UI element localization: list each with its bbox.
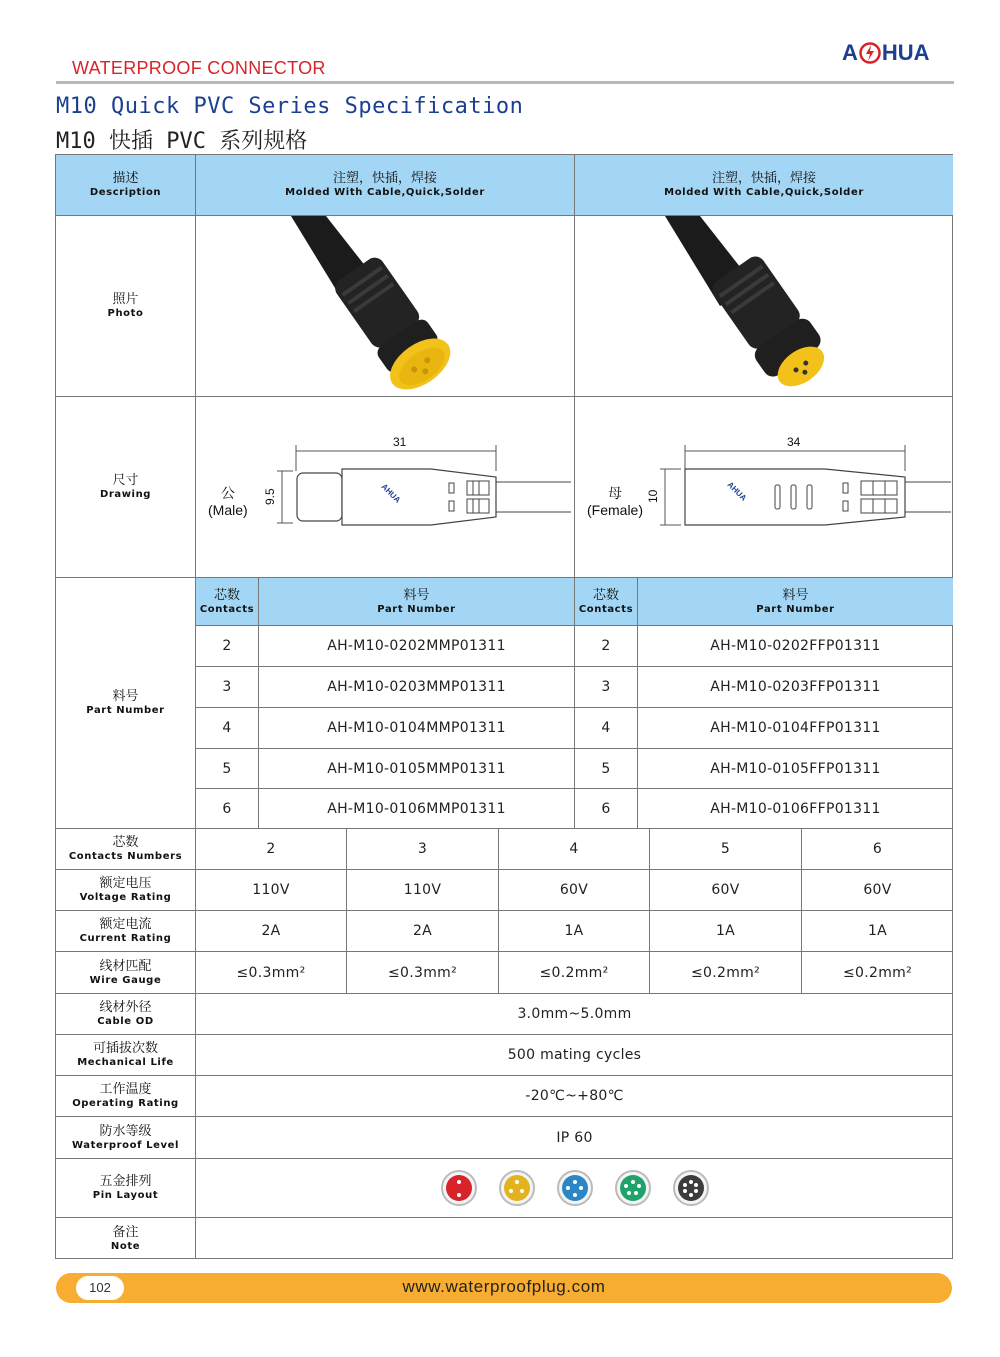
- pin-contact: [515, 1180, 519, 1184]
- pin-contact: [579, 1186, 583, 1190]
- table-cell: ≤0.3mm²: [347, 952, 499, 994]
- table-row-f-pn: AH-M10-0106FFP01311: [638, 789, 953, 829]
- table-cell: ≤0.2mm²: [499, 952, 650, 994]
- male-drawing: [196, 397, 575, 578]
- table-row-m-contacts: 3: [196, 667, 259, 708]
- waterproof-level-value: IP 60: [196, 1117, 953, 1159]
- table-row-f-pn: AH-M10-0105FFP01311: [638, 749, 953, 789]
- pin-layout-icon: [673, 1170, 709, 1206]
- pin-contact: [627, 1191, 631, 1195]
- male-body-logo: AHUA: [379, 482, 403, 505]
- pin-contact: [457, 1193, 461, 1197]
- male-connector-image: [196, 216, 575, 396]
- table-cell: 2A: [347, 911, 499, 952]
- waterproof-level-label: 防水等级 Waterproof Level: [56, 1117, 196, 1159]
- mechanical-life-value: 500 mating cycles: [196, 1035, 953, 1076]
- pin-layout-icon: [499, 1170, 535, 1206]
- pin-face: [562, 1175, 588, 1201]
- male-label: 公 (Male): [208, 485, 248, 518]
- operating-rating-value: -20℃~+80℃: [196, 1076, 953, 1117]
- part-number-label: 料号 Part Number: [56, 578, 196, 829]
- pin-contact: [566, 1186, 570, 1190]
- page-number: 102: [76, 1276, 124, 1300]
- pin-contact: [689, 1180, 693, 1184]
- table-row-m-pn: AH-M10-0105MMP01311: [259, 749, 575, 789]
- pin-contact: [631, 1180, 635, 1184]
- header-rule: [56, 81, 954, 84]
- male-pn-header: 料号 Part Number: [259, 578, 575, 626]
- spec-table: [55, 154, 953, 1259]
- note-label: 备注 Note: [56, 1218, 196, 1259]
- pin-layout-icon: [557, 1170, 593, 1206]
- female-connector-photo: [575, 216, 953, 397]
- table-cell: 60V: [499, 870, 650, 911]
- table-cell: 1A: [650, 911, 802, 952]
- table-row-f-contacts: 4: [575, 708, 638, 749]
- pin-layout-icon: [615, 1170, 651, 1206]
- pin-contact: [509, 1189, 513, 1193]
- table-cell: ≤0.2mm²: [802, 952, 953, 994]
- table-row-m-contacts: 2: [196, 626, 259, 667]
- table-cell: 60V: [802, 870, 953, 911]
- female-body-logo: AHUA: [725, 480, 749, 503]
- pin-contact: [683, 1189, 687, 1193]
- brand-logo: [842, 40, 930, 66]
- page-title-cn: M10 快插 PVC 系列规格: [56, 129, 308, 154]
- table-row-f-pn: AH-M10-0202FFP01311: [638, 626, 953, 667]
- pin-contact: [689, 1193, 693, 1197]
- pin-contact: [520, 1189, 524, 1193]
- male-length-dim: 31: [393, 435, 407, 449]
- table-row-m-pn: AH-M10-0106MMP01311: [259, 789, 575, 829]
- female-contacts-header: 芯数 Contacts: [575, 578, 638, 626]
- pin-contact: [624, 1184, 628, 1188]
- contacts-numbers-label: 芯数 Contacts Numbers: [56, 829, 196, 870]
- voltage-rating-label: 额定电压 Voltage Rating: [56, 870, 196, 911]
- table-row-m-contacts: 5: [196, 749, 259, 789]
- description-male: 注塑，快插，焊接 Molded With Cable,Quick,Solder: [196, 155, 575, 216]
- table-row-m-pn: AH-M10-0202MMP01311: [259, 626, 575, 667]
- pin-contact: [573, 1180, 577, 1184]
- table-row-m-pn: AH-M10-0203MMP01311: [259, 667, 575, 708]
- table-cell: 3: [347, 829, 499, 870]
- pin-layout-diagrams: [196, 1159, 953, 1218]
- table-cell: 110V: [196, 870, 347, 911]
- table-row-f-contacts: 3: [575, 667, 638, 708]
- female-length-dim: 34: [787, 435, 801, 449]
- table-cell: ≤0.2mm²: [650, 952, 802, 994]
- table-row-m-contacts: 6: [196, 789, 259, 829]
- pin-contact: [694, 1183, 698, 1187]
- logo-bolt-icon: [859, 42, 881, 64]
- note-value: [196, 1218, 953, 1259]
- table-cell: 110V: [347, 870, 499, 911]
- operating-rating-label: 工作温度 Operating Rating: [56, 1076, 196, 1117]
- female-drawing: [575, 397, 953, 578]
- table-cell: 6: [802, 829, 953, 870]
- logo-letter-a: A: [842, 40, 858, 65]
- female-dimension-drawing: [646, 427, 951, 547]
- male-dimension-drawing: [263, 427, 571, 547]
- female-label: 母 (Female): [587, 485, 644, 518]
- table-cell: 2A: [196, 911, 347, 952]
- wire-gauge-label: 线材匹配 Wire Gauge: [56, 952, 196, 994]
- male-contacts-header: 芯数 Contacts: [196, 578, 259, 626]
- table-row-m-pn: AH-M10-0104MMP01311: [259, 708, 575, 749]
- pin-face: [620, 1175, 646, 1201]
- pin-face: [678, 1175, 704, 1201]
- table-cell: 2: [196, 829, 347, 870]
- pin-face: [504, 1175, 530, 1201]
- page-title-en: M10 Quick PVC Series Specification: [56, 94, 524, 119]
- table-cell: 1A: [499, 911, 650, 952]
- current-rating-label: 额定电流 Current Rating: [56, 911, 196, 952]
- female-pn-header: 料号 Part Number: [638, 578, 953, 626]
- footer-url[interactable]: www.waterproofplug.com: [402, 1277, 606, 1296]
- pin-contact: [694, 1189, 698, 1193]
- pin-contact: [683, 1183, 687, 1187]
- pin-layout-icon: [441, 1170, 477, 1206]
- female-connector-image: [575, 216, 953, 396]
- male-connector-photo: [196, 216, 575, 397]
- description-label: 描述 Description: [56, 155, 196, 216]
- female-dia-dim: 10: [646, 489, 660, 503]
- pin-contact: [634, 1191, 638, 1195]
- table-cell: ≤0.3mm²: [196, 952, 347, 994]
- table-cell: 60V: [650, 870, 802, 911]
- table-cell: 4: [499, 829, 650, 870]
- table-cell: 1A: [802, 911, 953, 952]
- footer-bar: [56, 1273, 952, 1303]
- mechanical-life-label: 可插拔次数 Mechanical Life: [56, 1035, 196, 1076]
- header-title: WATERPROOF CONNECTOR: [72, 58, 326, 78]
- table-row-f-contacts: 5: [575, 749, 638, 789]
- table-row-f-contacts: 2: [575, 626, 638, 667]
- table-row-f-contacts: 6: [575, 789, 638, 829]
- cable-od-value: 3.0mm~5.0mm: [196, 994, 953, 1035]
- pin-face: [446, 1175, 472, 1201]
- table-row-f-pn: AH-M10-0104FFP01311: [638, 708, 953, 749]
- table-row-f-pn: AH-M10-0203FFP01311: [638, 667, 953, 708]
- male-dia-dim: 9.5: [263, 488, 277, 505]
- photo-label: 照片 Photo: [56, 216, 196, 397]
- pin-layout-label: 五金排列 Pin Layout: [56, 1159, 196, 1218]
- pin-contact: [573, 1193, 577, 1197]
- logo-letters-hua: HUA: [881, 40, 930, 65]
- table-cell: 5: [650, 829, 802, 870]
- pin-contact: [457, 1180, 461, 1184]
- description-female: 注塑，快插，焊接 Molded With Cable,Quick,Solder: [575, 155, 953, 216]
- pin-contact: [637, 1184, 641, 1188]
- cable-od-label: 线材外径 Cable OD: [56, 994, 196, 1035]
- drawing-label: 尺寸 Drawing: [56, 397, 196, 578]
- table-row-m-contacts: 4: [196, 708, 259, 749]
- pin-layout-list: [441, 1170, 709, 1206]
